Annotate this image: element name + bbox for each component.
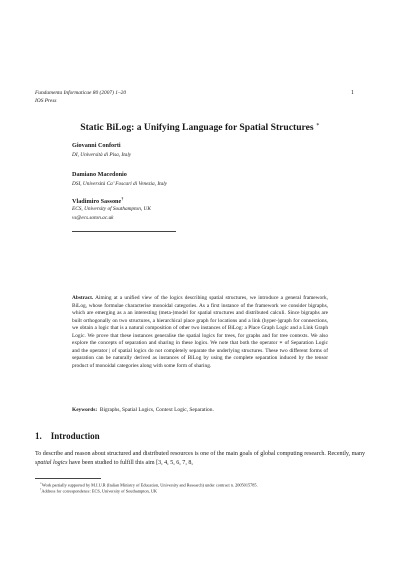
abstract-text: Aiming at a unified view of the logics describing spatial structures, we introduce a general framework, BiLog, whose formulae characterise monoidal categories. As a first instance of the framework we consider bigraphs, which are emerging as a an interesting (meta-)model for spatial structures and distributed calculi. Since bigraphs are built orthogonally on two structures, a hierarchical place graph for locations and a link (hyper-)graph for connections, we obtain a logic that is a natural composition of other two instances of BiLog: a Place Graph Logic and a Link Graph Logic. We prove that these instances generalise the spatial logics for trees, for graphs and for tree contexts. We also explore the concepts of separation and sharing in these logics. We note that both the operator ∗ of Separation Logic and the operator | of spatial logics do not completely separate the underlying structures. These two different forms of separation can be naturally derived as instances of BiLog by using the complete separation induced by the tensor product of monoidal categories along with some form of sharing. [72,295,328,369]
journal-header [35,90,126,105]
journal-line: Fundamenta Informaticae 80 (2007) 1–20 [35,90,127,96]
keywords [72,407,214,413]
section-title: Introduction [50,431,100,441]
abstract-label: Abstract. [72,295,94,301]
intro-text-after: have been studied to fulfill this aim [3, 4, 5, 6, 7, 8, [68,460,193,466]
author-name: Damiano Macedonio [72,171,127,178]
publisher: IOS Press [35,97,57,104]
footnote-text: Work partially supported by M.I.U.R (Italian Ministry of Education, University and Research) under contract n. 2005015785. [41,482,258,488]
paper-title [0,122,400,133]
keywords-label: Keywords: [72,407,98,413]
footnote [40,481,258,487]
footnote-text: Address for correspondence: ECS, University of Southampton, UK [41,488,158,494]
intro-text-before: To describe and reason about structured and distributed resources is one of the main goals of global computing research. Recently, many [35,451,365,457]
author-affiliation: DI, Università di Pisa, Italy [72,152,132,158]
author-name: Giovanni Conforti [72,142,121,149]
section-number: 1. [35,431,42,441]
author-email[interactable]: vs@ecs.soton.ac.uk [72,215,114,221]
intro-emphasis: spatial logics [35,460,68,466]
abstract [72,295,328,370]
title-text: Static BiLog: a Unifying Language for Spatial Structures [80,122,314,134]
footnote [40,488,157,493]
section-heading [35,431,109,441]
author-footnote-mark: † [121,196,124,201]
title-block-rule [72,231,176,232]
footnote-mark: ∗ [40,482,42,485]
author-name-text: Vladimiro Sassone [72,198,122,206]
author-affiliation: ECS, University of Southampton, UK [72,206,151,212]
footnote-rule [35,478,101,479]
keywords-text: Bigraphs, Spatial Logics, Context Logic, Separation. [99,407,214,413]
intro-paragraph [35,450,365,468]
author-name [72,196,123,205]
page-number: 1 [351,90,354,96]
title-footnote-mark: ∗ [316,122,320,128]
footnote-mark: † [40,488,42,491]
author-affiliation: DSI, Università Ca’ Foscari di Venezia, Italy [72,181,168,187]
